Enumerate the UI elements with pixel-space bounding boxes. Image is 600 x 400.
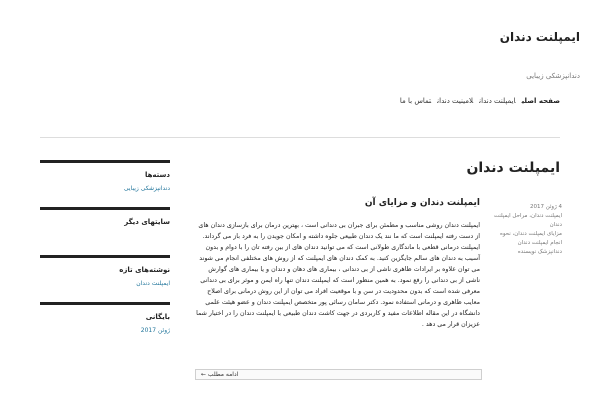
main-navigation: [394, 97, 560, 105]
widget-other-sites: [40, 207, 170, 226]
nav-item-dental-implant[interactable]: ایمپلنت دندان: [479, 97, 516, 105]
widget-title: سایتهای دیگر: [124, 218, 170, 226]
page-title[interactable]: ایمپلنت دندان: [466, 160, 560, 176]
recent-post-link[interactable]: ایمپلنت دندان: [136, 280, 170, 287]
post-tags[interactable]: مزایای ایمپلنت دندان، نحوه انجام ایمپلنت دندان: [499, 231, 562, 246]
widget-categories: [40, 160, 170, 192]
nav-item-contact[interactable]: تماس با ما: [399, 97, 432, 105]
header-divider: [40, 137, 560, 138]
widget-title: نوشته‌های تازه: [119, 266, 170, 274]
post-heading: ایمپلنت دندان و مزایای آن: [364, 198, 480, 208]
post-date[interactable]: 4 ژوئن 2017: [529, 204, 562, 210]
widget-title: بایگانی: [145, 313, 170, 321]
nav-item-laminate[interactable]: لامینیت دندان: [437, 97, 474, 105]
post-meta: [488, 203, 562, 257]
archive-link[interactable]: ژوئن 2017: [140, 327, 170, 334]
site-title[interactable]: ایمپلنت دندان: [499, 30, 580, 44]
category-link[interactable]: دندانپزشکی زیبایی: [123, 185, 170, 192]
post-body: ایمپلنت دندان روشی مناسب و مطمئن برای جبران بی دندانی است ، بهترین درمان برای بازسازی دندان های از دست رفته ایمپلنت است که ما نند یک دندان طبیعی جلوه داشته و امکان جویدن را به فرد باز می گرداند. ایمپلنت درمانی قطعی با ماندگاری طولانی است که می توانید دندان های از بین رفته تان را با دوام و بدون آسیب به دندان های سالم جایگزین کنید. به کمک دندان های ایمپلنت که از روش های مختلفی انجام می شوند می توان علاوه بر ایرادات ظاهری ناشی از بی دندانی ، بیماری های دهان و دندان و یا بیماری های گوارش ناشی از بی دندانی را رفع نمود. به همین منظور است که ایمپلنت دندان تنها راه ایمن و موثر برای بی دندانی معرفی شده است که بدون محدودیت در سن و با موقعیت افراد می توان از این روش درمانی برای اصلاح معایب ظاهری و درمانی استفاده نمود. دکتر سامان رسائی پور متخصص ایمپلنت دندان و عضو هیئت علمی دانشگاه در این مقاله اطلاعات مفید و کاربردی در جهت کاشت دندان طبیعی با ایمپلنت دندان را در اختیار شما عزیزان قرار می دهد .: [196, 222, 480, 328]
widget-archives: [40, 302, 170, 334]
read-more-box[interactable]: [195, 369, 482, 380]
read-more-link[interactable]: ادامه مطلب ←: [201, 371, 239, 378]
post-author[interactable]: دندانپزشک نویسنده: [517, 249, 562, 255]
post-categories[interactable]: ایمپلنت دندان، مراحل ایمپلنت دندان: [493, 213, 562, 228]
widget-title: دسته‌ها: [144, 171, 170, 179]
post-content: [195, 198, 480, 330]
widget-recent-posts: [40, 255, 170, 287]
nav-item-home[interactable]: صفحه اصلی: [521, 97, 560, 105]
site-description: دندانپزشکی زیبایی: [526, 72, 580, 80]
